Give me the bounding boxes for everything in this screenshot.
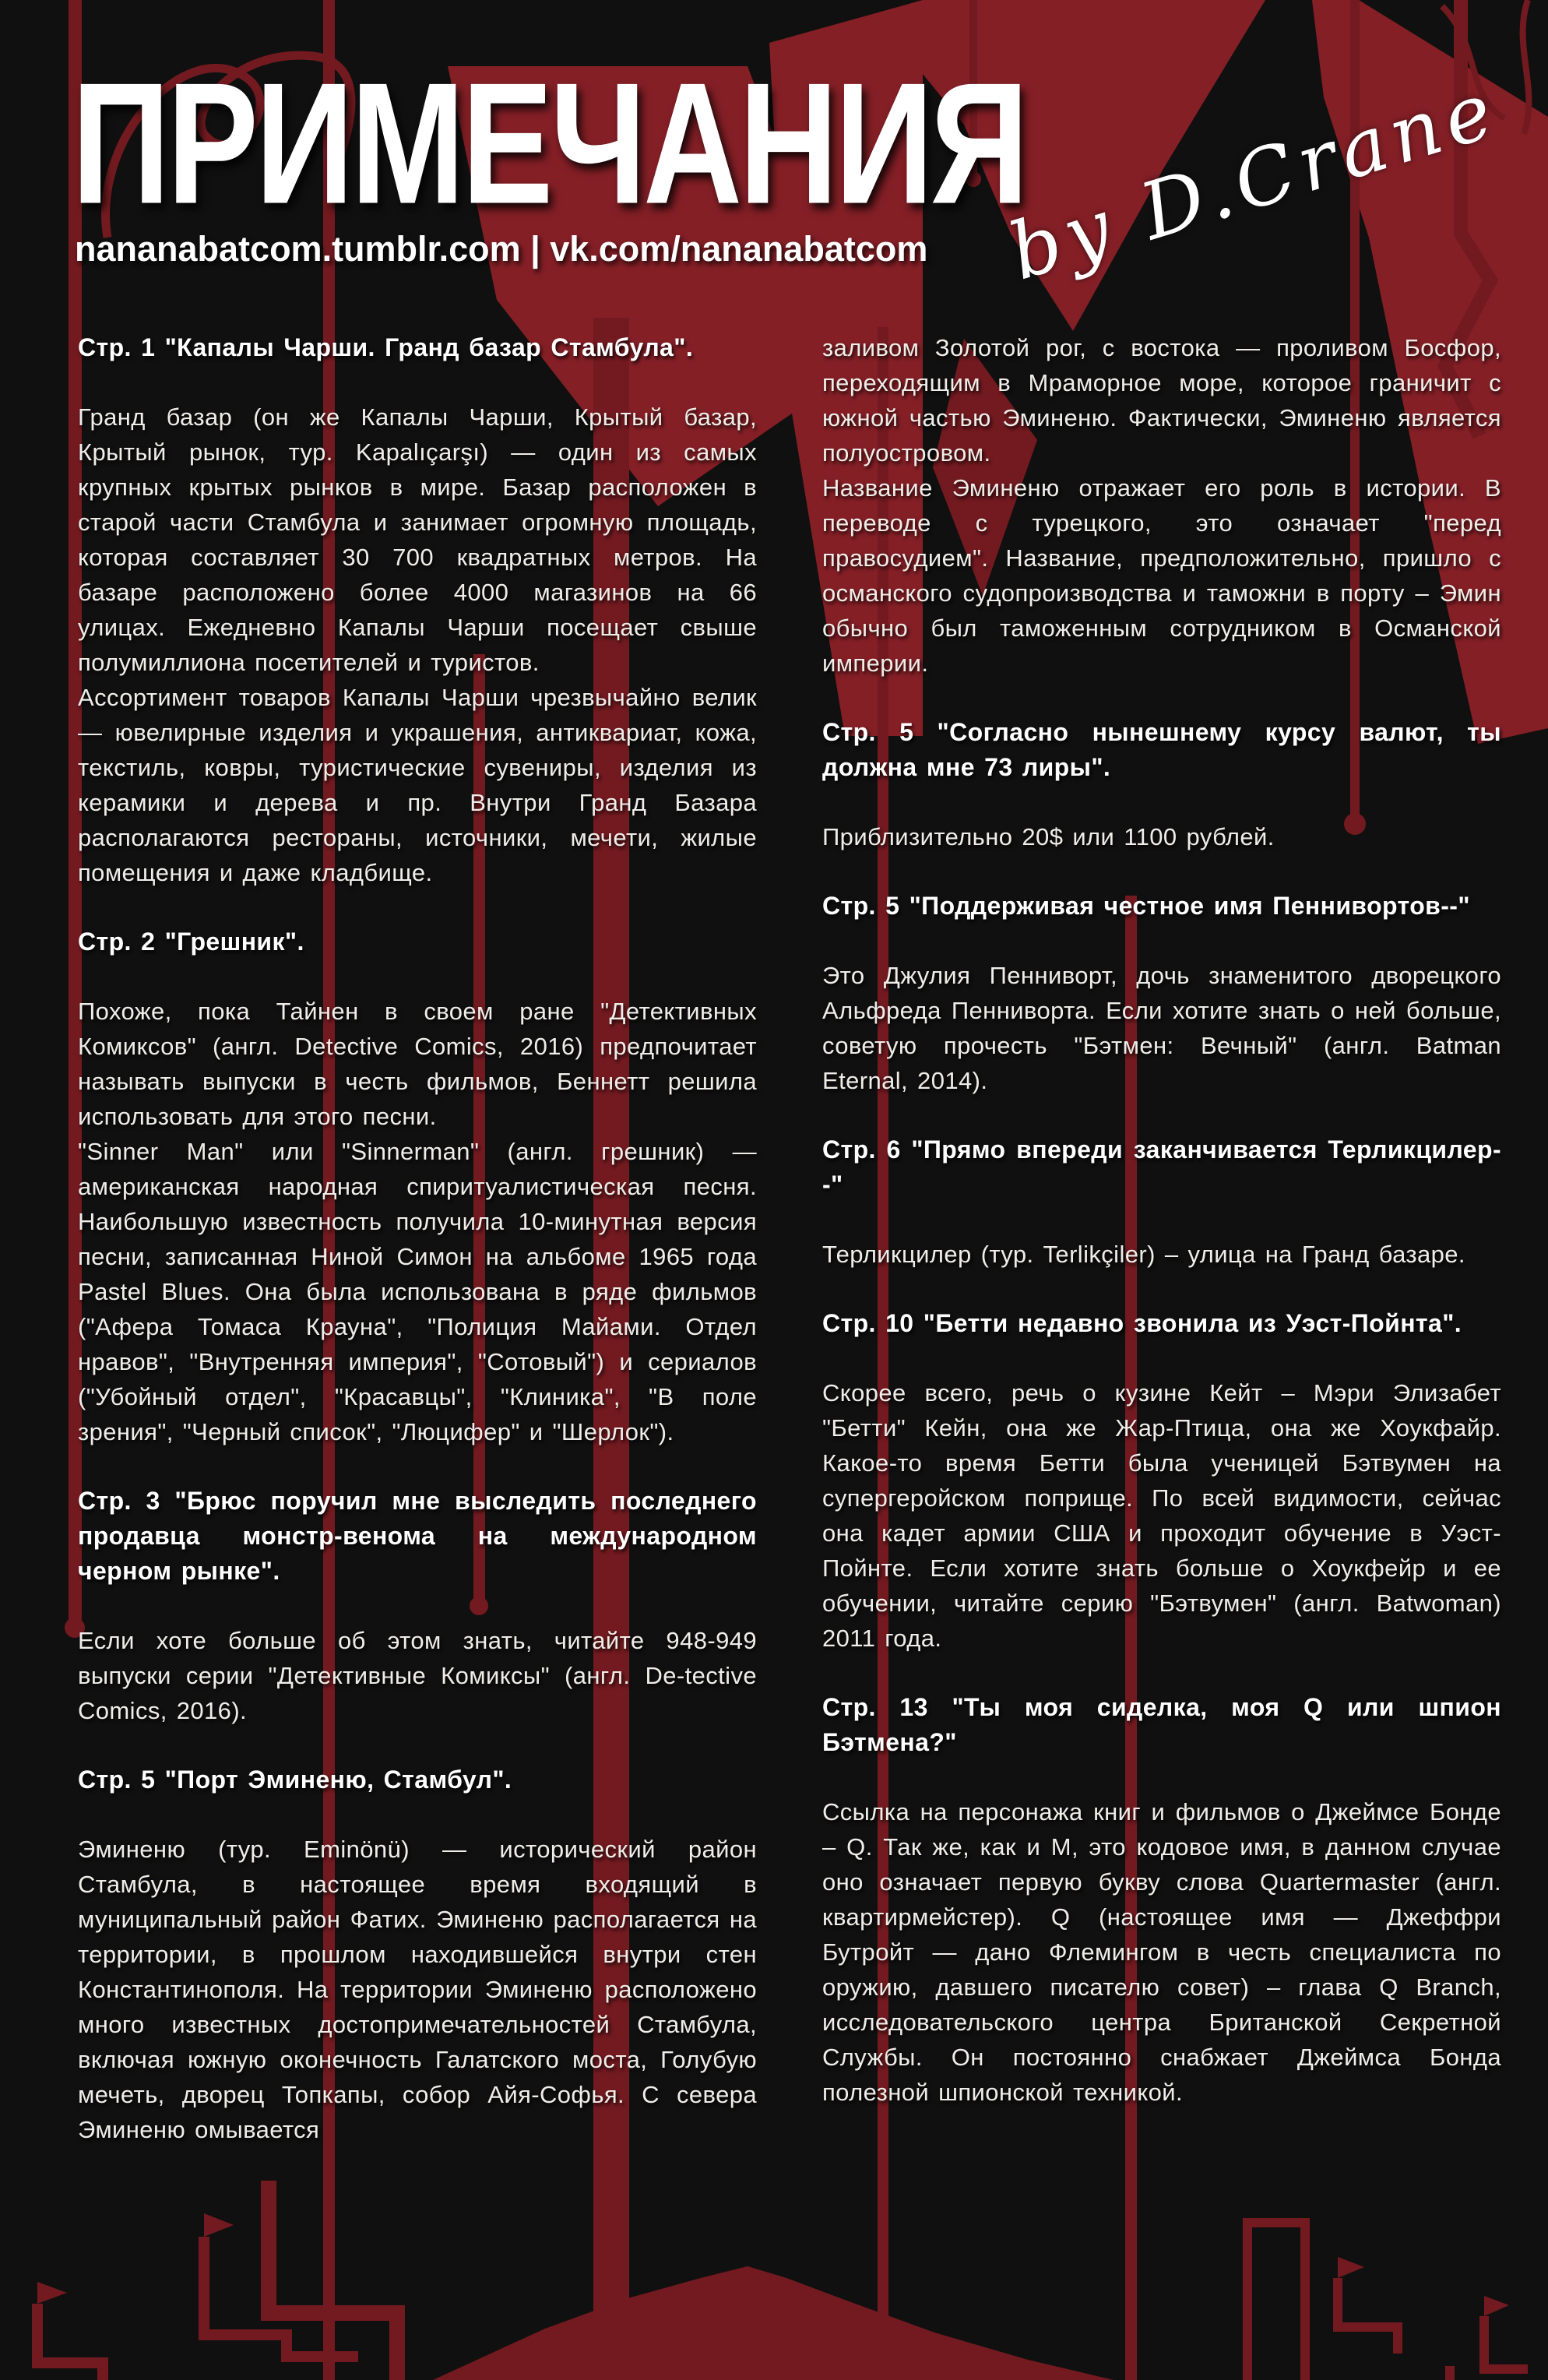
note-heading: Стр. 5 "Согласно нынешнему курсу валют, ты должна мне 73 лиры". (822, 718, 1501, 781)
note-paragraph: Гранд базар (он же Капалы Чарши, Крытый базар, Крытый рынок, тур. Kapalıçarşı) — один из самых крупных крытых рынков в мире. Базар расположен в старой части Стамбула и занимает огромную площадь, которая составляет 30 700 квадратных метров. На базаре расположено более 4000 магазинов на 66 улицах. Ежедневно Капалы Чарши посещает свыше полумиллиона посетителей и туристов. (78, 403, 757, 676)
note-paragraph: Похоже, пока Тайнен в своем ране "Детективных Комиксов" (англ. Detective Comics, 2016) предпочитает называть выпуски в честь фильмов, Беннетт решила использовать для этого песни. (78, 998, 757, 1130)
note-heading: Стр. 5 "Поддерживая честное имя Пеннивортов--" (822, 892, 1470, 920)
note-paragraph: Если хоте больше об этом знать, читайте 948-949 выпуски серии "Детективные Комиксы" (англ. De-tective Comics, 2016). (78, 1627, 757, 1724)
note-heading: Стр. 10 "Бетти недавно звонила из Уэст-Пойнта". (822, 1309, 1462, 1337)
notes-column-right (822, 330, 1501, 2110)
note-paragraph: Приблизительно 20$ или 1100 рублей. (822, 823, 1275, 850)
note-heading: Стр. 6 "Прямо впереди заканчивается Терликцилер--" (822, 1135, 1501, 1199)
note-paragraph: Это Джулия Пенниворт, дочь знаменитого дворецкого Альфреда Пенниворта. Если хотите знать о ней больше, советую прочесть "Бэтмен: Вечный" (англ. Batman Eternal, 2014). (822, 962, 1501, 1094)
note-heading: Стр. 1 "Капалы Чарши. Гранд базар Стамбула". (78, 333, 694, 361)
page-title: ПРИМЕЧАНИЯ (72, 48, 1026, 241)
note-heading: Стр. 5 "Порт Эминеню, Стамбул". (78, 1766, 512, 1794)
note-paragraph: Терликцилер (тур. Terlikçiler) – улица на Гранд базаре. (822, 1241, 1465, 1268)
note-paragraph: Ассортимент товаров Капалы Чарши чрезвычайно велик — ювелирные изделия и украшения, антиквариат, кожа, текстиль, ковры, туристические сувениры, изделия из керамики и дерева и пр. Внутри Гранд Базара располагаются рестораны, источники, мечети, жилые помещения и даже кладбище. (78, 684, 757, 886)
note-paragraph: Ссылка на персонажа книг и фильмов о Джеймсе Бонде – Q. Так же, как и М, это кодовое имя, в данном случае оно означает первую букву слова Quartermaster (англ. квартирмейстер). Q (настоящее имя — Джеффри Бутройт — дано Флемингом в честь специалиста по оружию, давшего писателю совет) – глава Q Branch, исследовательского центра Британской Секретной Службы. Он постоянно снабжает Джеймса Бонда полезной шпионской техникой. (822, 1798, 1501, 2106)
note-heading: Стр. 13 "Ты моя сиделка, моя Q или шпион Бэтмена?" (822, 1693, 1501, 1756)
note-paragraph: Название Эминеню отражает его роль в истории. В переводе с турецкого, это означает "перед правосудием". Название, предположительно, пришло с османского судопроизводства и таможни в порту – Эмин обычно был таможенным сотрудником в Османской империи. (822, 474, 1501, 677)
note-paragraph: Эминеню (тур. Eminönü) — исторический район Стамбула, в настоящее время входящий в муниципальный район Фатих. Эминеню располагается на территории, в прошлом находившейся внутри стен Константинополя. На территории Эминеню расположено много известных достопримечательностей Стамбула, включая южную оконечность Галатского моста, Голубую мечеть, дворец Топкапы, собор Айя-Софья. С севера Эминеню омывается (78, 1836, 757, 2143)
notes-column-left (78, 330, 757, 2147)
note-heading: Стр. 2 "Грешник". (78, 928, 304, 956)
site-links: nananabatcom.tumblr.com | vk.com/nananabatcom (75, 229, 928, 269)
note-paragraph: "Sinner Man" или "Sinnerman" (англ. грешник) — американская народная спиритуалистическая песня. Наибольшую известность получила 10-минутная версия песни, записанная Ниной Симон на альбоме 1965 года Pastel Blues. Она была использована в ряде фильмов ("Афера Томаса Крауна", "Полиция Майами. Отдел нравов", "Внутренняя империя", "Сотовый") и сериалов ("Убойный отдел", "Красавцы", "Клиника", "В поле зрения", "Черный список", "Люцифер" и "Шерлок"). (78, 1138, 757, 1445)
author-signature: by D.Crane (998, 63, 1508, 298)
note-paragraph: Скорее всего, речь о кузине Кейт – Мэри Элизабет "Бетти" Кейн, она же Жар-Птица, она же Хоукфайр. Какое-то время Бетти была ученицей Бэтвумен на супергеройском поприще. По всей видимости, сейчас она кадет армии США и проходит обучение в Уэст-Пойнте. Если хотите знать больше о Хоукфейр и ее обучении, читайте серию "Бэтвумен" (англ. Batwoman) 2011 года. (822, 1379, 1501, 1652)
note-paragraph: заливом Золотой рог, с востока — проливом Босфор, переходящим в Мраморное море, которое граничит с южной частью Эминеню. Фактически, Эминеню является полуостровом. (822, 334, 1501, 466)
note-heading: Стр. 3 "Брюс поручил мне выследить последнего продавца монстр-венома на международном черном рынке". (78, 1487, 757, 1585)
